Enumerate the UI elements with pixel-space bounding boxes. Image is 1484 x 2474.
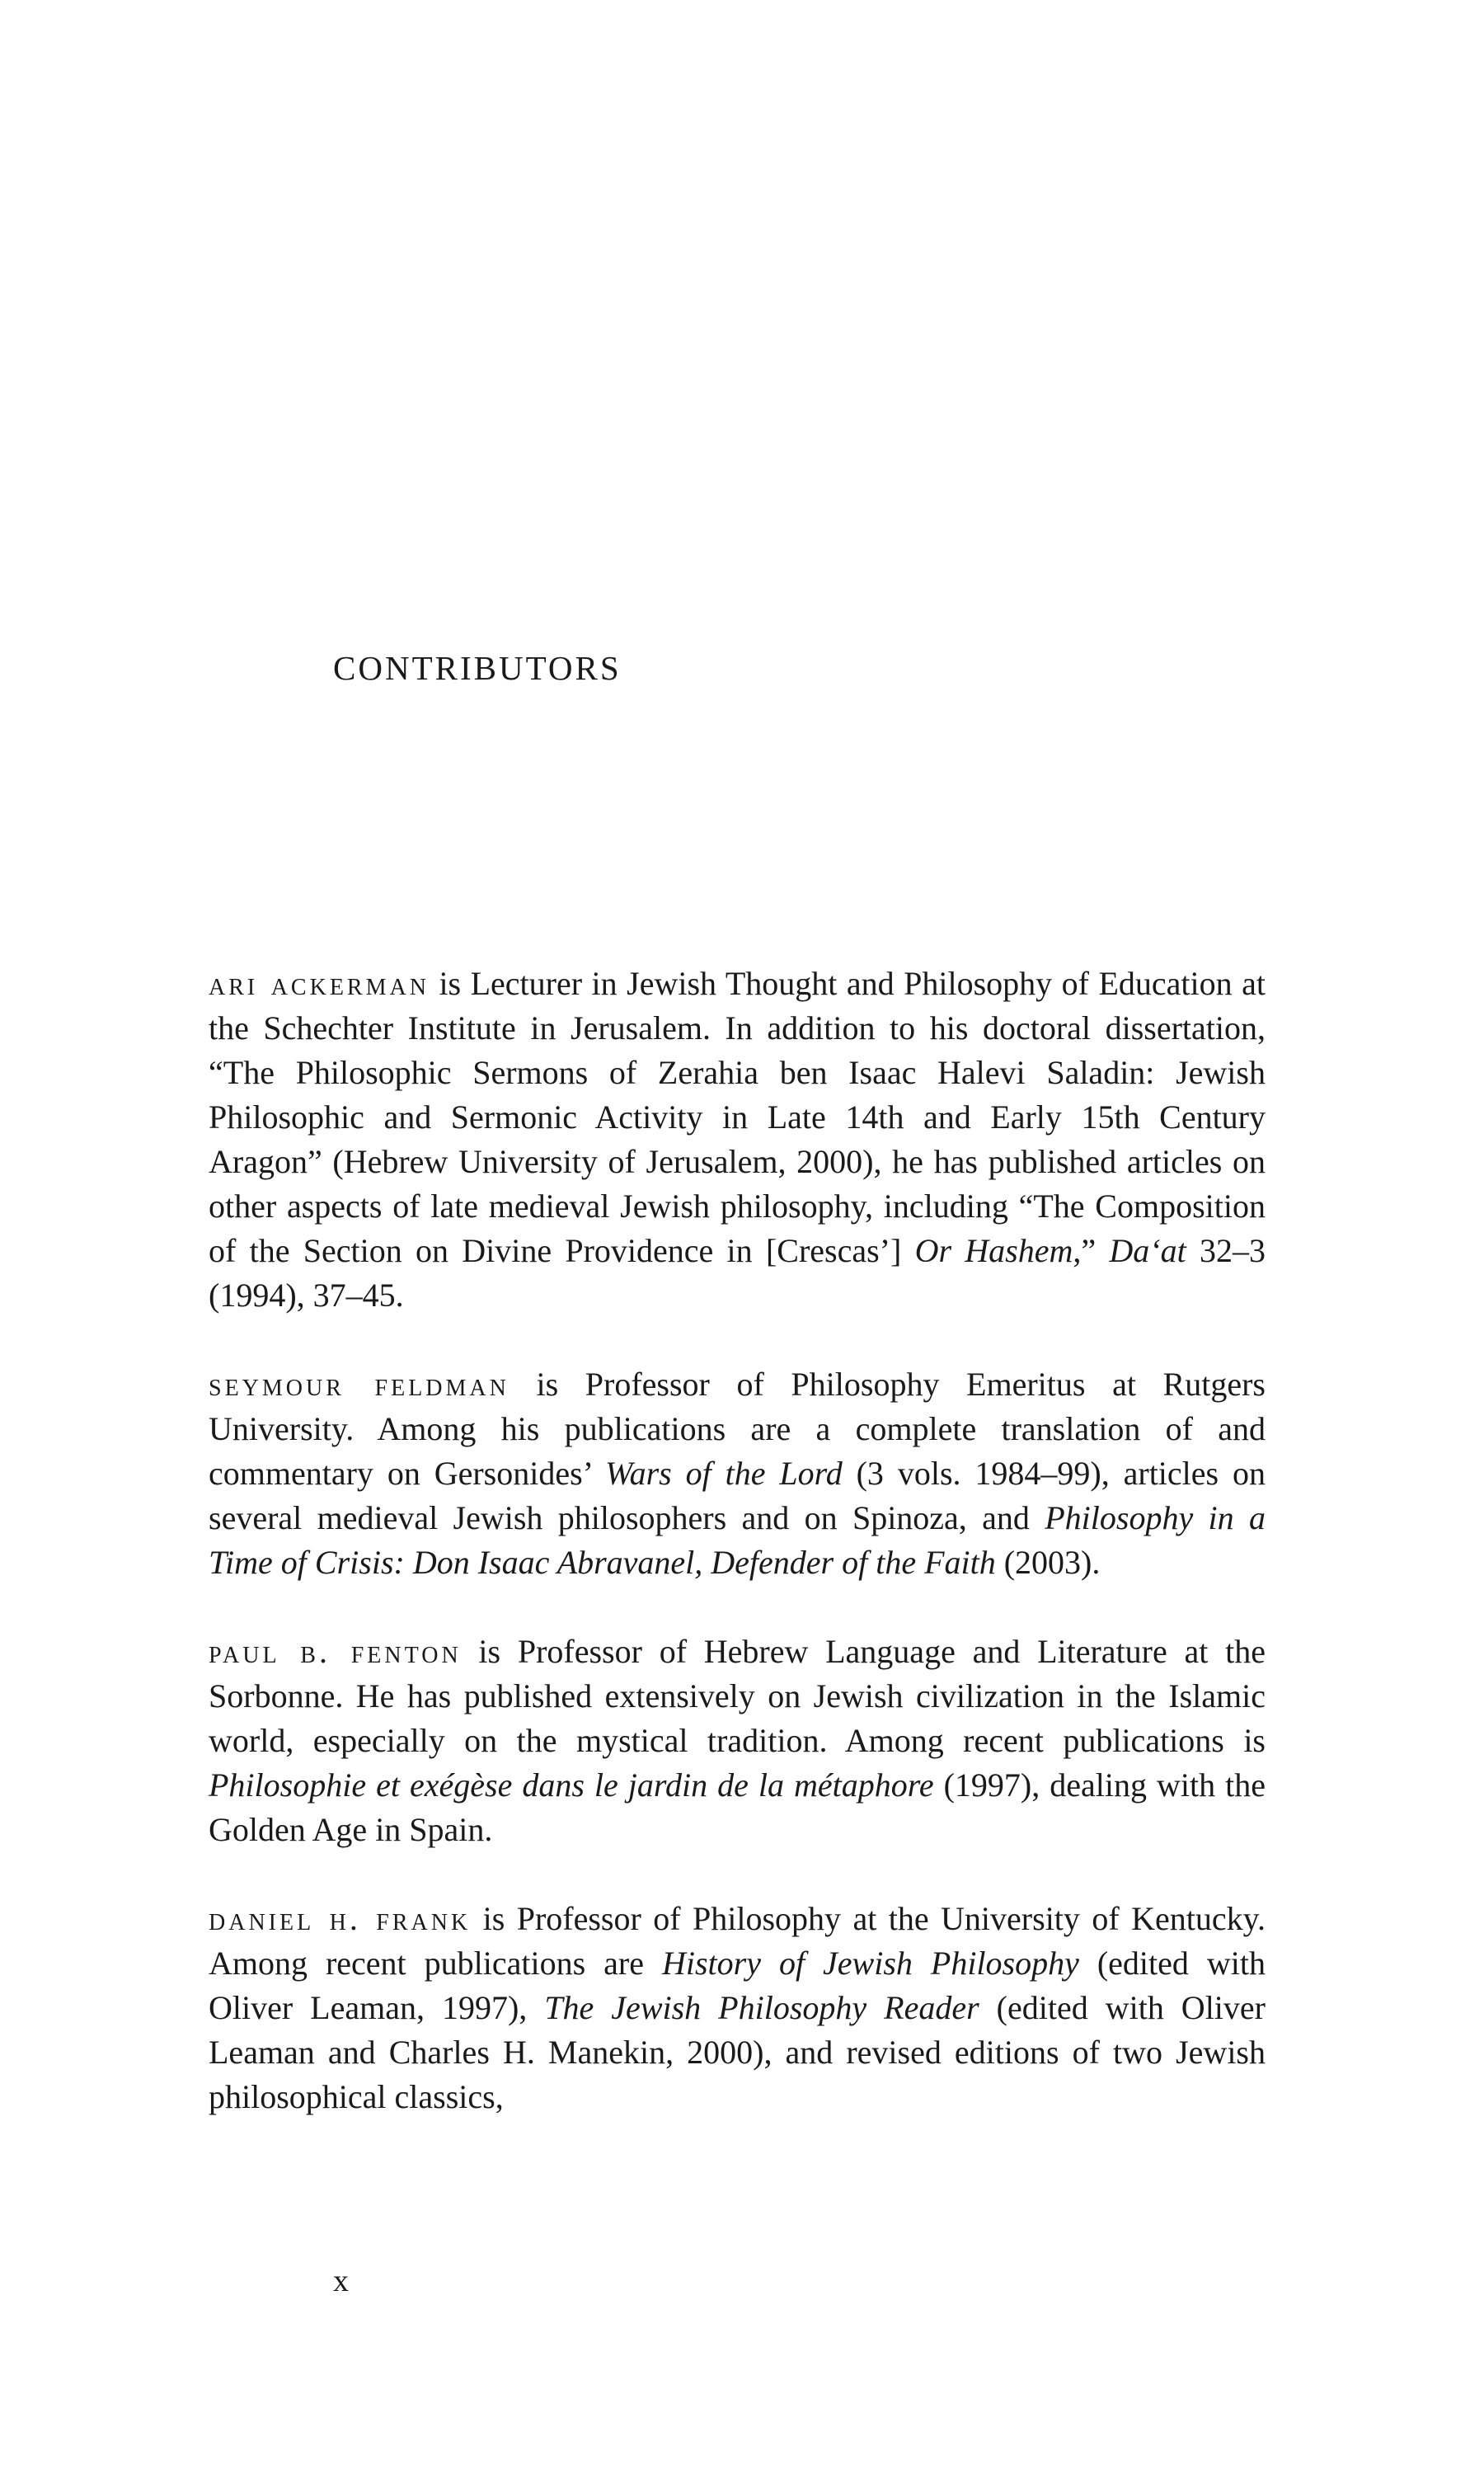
contributor-entry xyxy=(209,1630,1266,1852)
contributor-bio: 32–3 (1994), 37–45. xyxy=(209,1232,1266,1314)
contributor-name: seymour feldman xyxy=(209,1366,510,1403)
contributor-bio: (edited with Oliver Leaman and Charles H. Manekin, 2000), and revised editions of two Jewish philosophical classics, xyxy=(209,1989,1266,2115)
contributor-name: ari ackerman xyxy=(209,965,430,1002)
contributor-name: daniel h. frank xyxy=(209,1900,472,1937)
page-heading: CONTRIBUTORS xyxy=(333,649,622,687)
contributor-bio: is Professor of Hebrew Language and Literature at the Sorbonne. He has published extensively on Jewish civilization in the Islamic world, especially on the mystical tradition. Among recent publications is xyxy=(209,1633,1266,1759)
contributor-name: paul b. fenton xyxy=(209,1633,462,1670)
contributors-list xyxy=(209,962,1266,2119)
contributor-bio: ,” xyxy=(1073,1232,1110,1269)
publication-title: Philosophie et exégèse dans le jardin de la métaphore xyxy=(209,1766,934,1804)
contributor-bio: (3 vols. 1984–99), articles on several medieval Jewish philosophers and on Spinoza, and xyxy=(209,1455,1266,1536)
contributor-bio: is Professor of Philosophy Emeritus at Rutgers University. Among his publications are a complete translation of and commentary on Gersonides’ xyxy=(209,1366,1266,1492)
publication-title: Philosophy in a Time of Crisis: Don Isaac Abravanel, Defender of the Faith xyxy=(209,1499,1266,1581)
contributor-entry xyxy=(209,1362,1266,1585)
page-number: x xyxy=(333,2264,349,2298)
contributor-bio: (edited with Oliver Leaman, 1997), xyxy=(209,1945,1266,2026)
contributor-bio: (2003). xyxy=(995,1544,1101,1581)
publication-title: History of Jewish Philosophy xyxy=(661,1945,1079,1982)
contributor-bio: (1997), dealing with the Golden Age in Spain. xyxy=(209,1766,1266,1848)
contributor-bio: is Professor of Philosophy at the University of Kentucky. Among recent publications are xyxy=(209,1900,1266,1982)
contributor-bio: is Lecturer in Jewish Thought and Philosophy of Education at the Schechter Institute in Jerusalem. In addition to his doctoral dissertation, “The Philosophic Sermons of Zerahia ben Isaac Halevi Saladin: Jewish Philosophic and Sermonic Activity in Late 14th and Early 15th Century Aragon” (Hebrew University of Jerusalem, 2000), he has published articles on other aspects of late medieval Jewish philosophy, including “The Composition of the Section on Divine Providence in [Crescas’] xyxy=(209,965,1266,1269)
contributor-entry xyxy=(209,1897,1266,2119)
contributor-entry xyxy=(209,962,1266,1318)
publication-title: Or Hashem xyxy=(914,1232,1073,1269)
publication-title: Da‘at xyxy=(1109,1232,1186,1269)
publication-title: The Jewish Philosophy Reader xyxy=(544,1989,979,2026)
publication-title: Wars of the Lord xyxy=(604,1455,843,1492)
